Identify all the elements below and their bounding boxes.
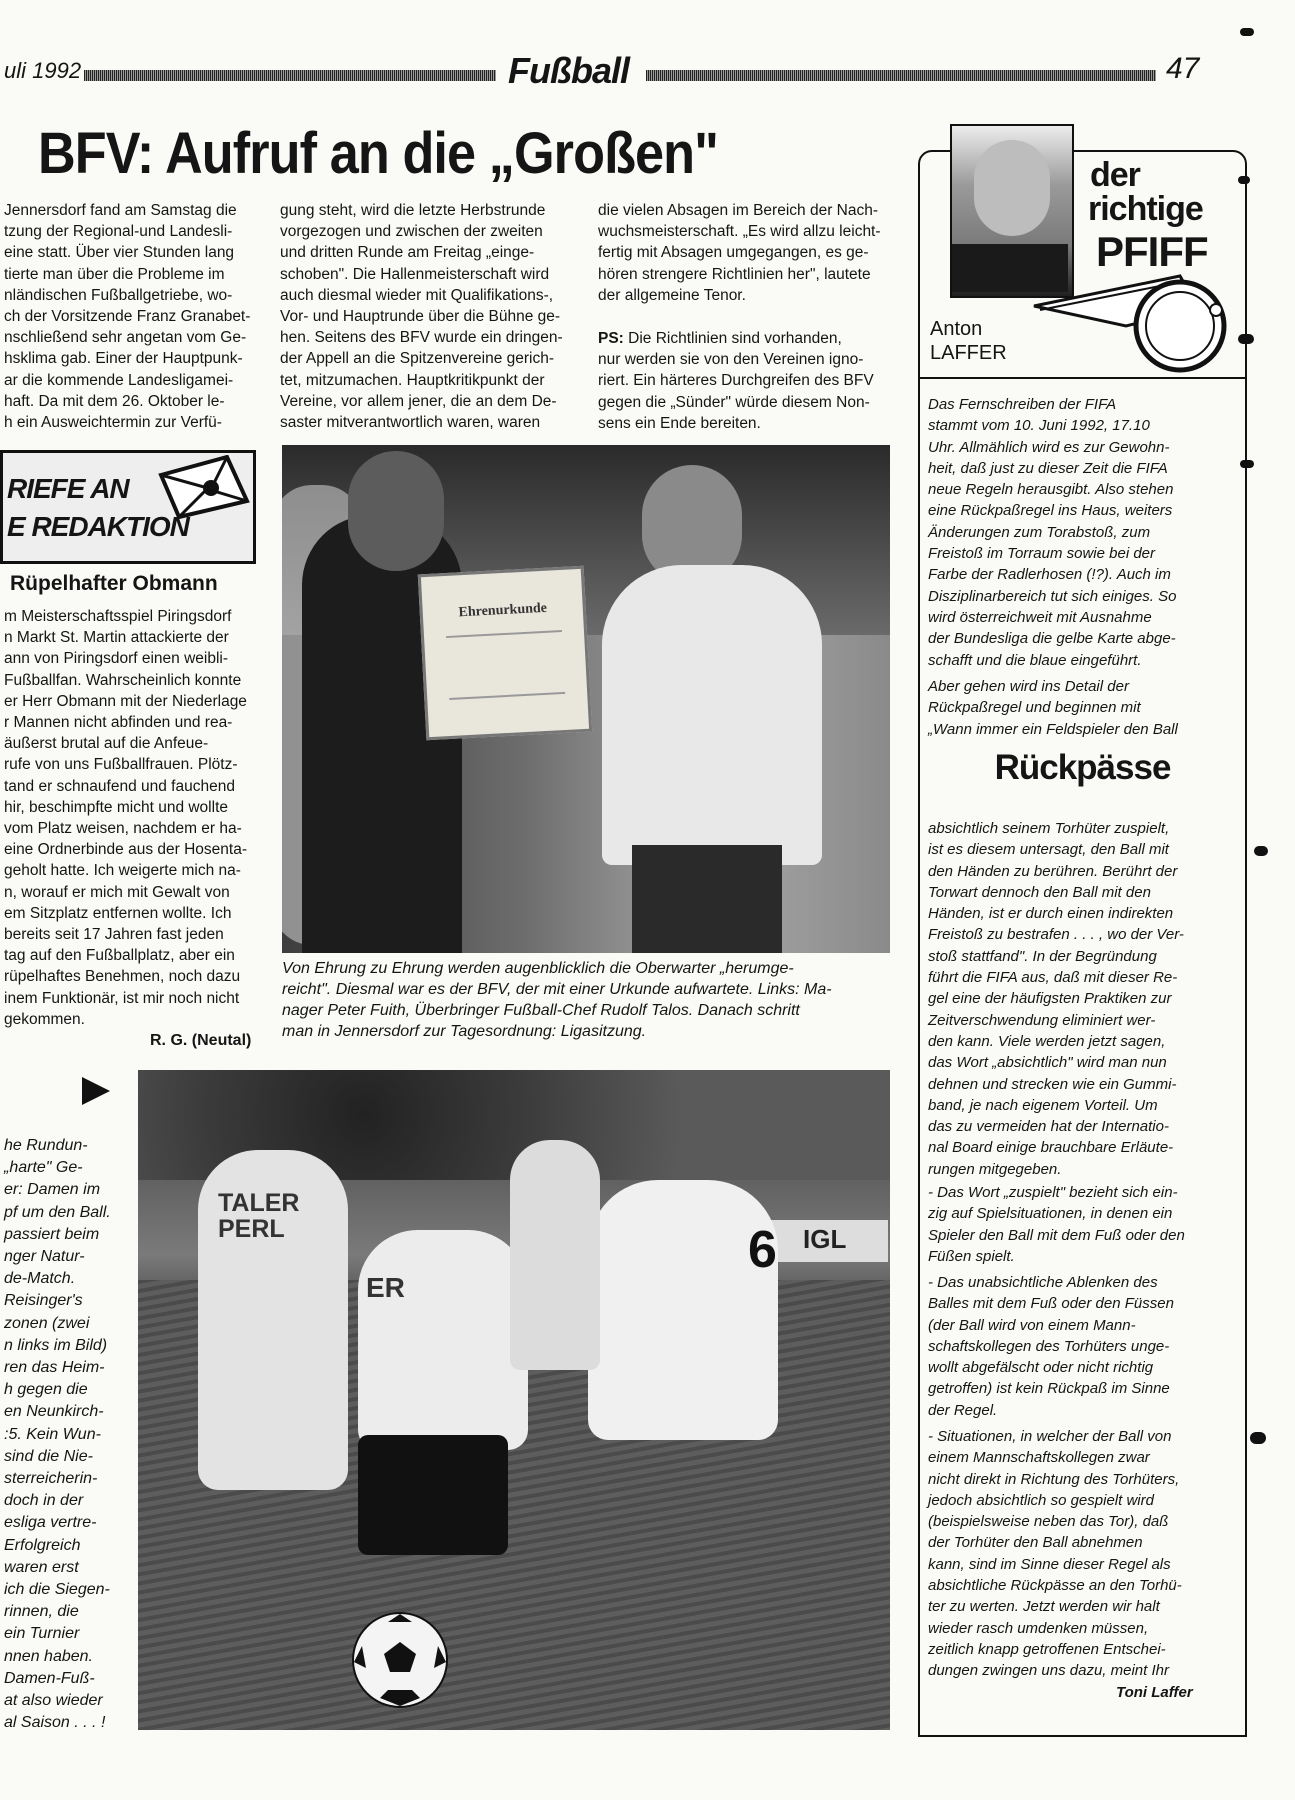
photo-award-ceremony: [282, 445, 890, 953]
column-header-box: [918, 150, 1247, 379]
column-signature: Toni Laffer: [1116, 1684, 1193, 1701]
letter-body: m Meisterschaftsspiel Piringsdorf n Markt St. Martin attackierte der ann von Piringsdorf einen weibli- Fußballfan. Wahrscheinlich konnte er Herr Obmann mit der Niederlage r Mannen nicht abfinden und rea- äußerst brutal auf die Anfeue- rufe von uns Fußballfrauen. Plötz- tand er schnaufend und fauchend hir, beschimpfte micht und wollte vom Platz weisen, nachdem er ha- eine Ordnerbinde aus der Hosenta- geholt hatte. Ich weigerte mich na- n, worauf er mich mit Gewalt von em Sitzplatz entfernen wollte. Ich bereits seit 17 Jahren fast jeden tag auf den Fußballplatz, aber ein rüpelhaftes Benehmen, noch dazu inem Funktionär, ist mir noch nicht gekommen.: [4, 608, 247, 1028]
shirt-text-center: ER: [366, 1272, 405, 1303]
margin-mark: [1254, 846, 1268, 856]
column-para-5: - Das unabsichtliche Ablenken des Balles mit dem Fuß oder den Füssen (der Ball wird von einem Mann- schaftskollegen des Torhüters unge- wollt abgefälscht oder nicht richtig getroffen) ist kein Rückpaß im Sinne der Regel.: [928, 1274, 1174, 1419]
section-title: Fußball: [508, 50, 629, 91]
column-subhead: Rückpässe: [994, 748, 1171, 787]
ps-label: PS:: [598, 330, 624, 347]
margin-mark: [1238, 334, 1254, 344]
header-rule-left: [84, 70, 496, 81]
article-column-3: die vielen Absagen im Bereich der Nach- wuchsmeisterschaft. „Es wird allzu leicht- fertig mit Absagen umgegangen, es ge- hören strengere Richtlinien her", lautete der allgemeine Tenor.: [598, 202, 881, 304]
column-title-pfiff: PFIFF: [1096, 228, 1208, 275]
header-rule-right: [646, 70, 1156, 81]
margin-mark: [1238, 176, 1250, 184]
article-column-2: gung steht, wird die letzte Herbstrunde vorgezogen und zwischen der zweiten und dritten Runde am Freitag „einge- schoben". Die Hallenmeisterschaft wird auch diesmal wieder mit Qualifikations-, Vor- und Hauptrunde über die Bühne ge- hen. Seitens des BFV wurde ein dringen- der Appell an die Spitzenvereine gerich- tet, mitzumachen. Hauptkritikpunkt der Vereine, vor allem jener, die an dem De- saster mitverantwortlich waren, waren: [280, 202, 563, 432]
margin-mark: [1240, 28, 1254, 36]
author-first-name: Anton: [930, 318, 983, 340]
banner-text: IGL: [803, 1224, 847, 1254]
letter-signature: R. G. (Neutal): [150, 1032, 252, 1049]
column-para-4: - Das Wort „zuspielt" bezieht sich ein- zig auf Spielsituationen, in denen ein Spieler den Ball mit dem Fuß oder den Füßen spielt.: [928, 1184, 1185, 1265]
shirt-text-left: TALER PERL: [218, 1189, 300, 1243]
photo-womens-football: [138, 1070, 890, 1730]
letters-to-editor-box: [0, 450, 256, 564]
triangle-arrow-icon: [80, 1075, 112, 1107]
letter-title: Rüpelhafter Obmann: [10, 572, 218, 595]
column-para-3: absichtlich seinem Torhüter zuspielt, ist es diesem untersagt, den Ball mit den Händen zu berühren. Berührt der Torwart dennoch den Ball mit den Händen, ist er durch einen indirekten Freistoß zu bestrafen . . . , wo der Ver- stoß stattfand". In der Begründung führt die FIFA aus, daß mit dieser Re- gel eine der häufigsten Praktiken zur Zeitverschwendung eliminiert wer- den kann. Viele werden jetzt sagen, das Wort „absichtlich" wird man nun dehnen und strecken wie ein Gummi- band, je nach eigenem Vorteil. Um das zu vermeiden hat der Internatio- nal Board einige brauchbare Erläute- rungen mitgegeben.: [928, 820, 1184, 1178]
letters-heading-line2: E REDAKTION: [7, 511, 189, 542]
column-para-2: Aber gehen wird ins Detail der Rückpaßregel und beginnen mit „Wann immer ein Feldspieler den Ball: [928, 678, 1178, 738]
letters-heading-line1: RIEFE AN: [7, 473, 129, 504]
football-icon: [350, 1610, 450, 1710]
author-last-name: LAFFER: [930, 342, 1007, 364]
article-ps: [598, 328, 890, 434]
main-headline: BFV: Aufruf an die „Großen": [38, 121, 719, 186]
margin-mark: [1250, 1432, 1266, 1444]
photo-award-caption: Von Ehrung zu Ehrung werden augenblicklich die Oberwarter „herumge- reicht". Diesmal war es der BFV, der mit einer Urkunde aufwartete. Links: Ma- nager Peter Fuith, Überbringer Fußball-Chef Rudolf Talos. Danach schritt man in Jennersdorf zur Tagesordnung: Ligasitzung.: [282, 960, 832, 1040]
column-title-der: der: [1090, 156, 1140, 194]
column-para-6: - Situationen, in welcher der Ball von einem Mannschaftskollegen zwar nicht direkt in Richtung des Torhüters, jedoch absichtlich so gespielt wird (beispielsweise neben das Tor), daß der Torhüter den Ball abnehmen kann, sind im Sinne dieser Regel als absichtliche Rückpässe an den Torhü- ter zu werten. Jetzt werden wir halt wieder rasch umdenken müssen, zeitlich knapp getroffenen Entschei- dungen zwingen uns dazu, meint Ihr: [928, 1428, 1182, 1680]
ps-text: Die Richtlinien sind vorhanden, nur werden sie von den Vereinen igno- riert. Ein härteres Durchgreifen des BFV gegen die „Sünder" würde diesem Non- sens ein Ende bereiten.: [598, 330, 874, 432]
column-para-1: Das Fernschreiben der FIFA stammt vom 10. Juni 1992, 17.10 Uhr. Allmählich wird es zur Gewohn- heit, daß just zu dieser Zeit die FIFA neue Regeln herausgibt. Also stehen eine Rückpaßregel ins Haus, weiters Änderungen zum Torabstoß, zum Freistoß im Torraum sowie bei der Farbe der Radlerhosen (!?). Auch im Disziplinarbereich tut sich einiges. So wird österreichweit mit Ausnahme der Bundesliga die gelbe Karte abge- schafft und die blaue eingeführt.: [928, 396, 1177, 669]
whistle-icon: [1030, 270, 1240, 374]
page-number: 47: [1166, 52, 1200, 85]
shirt-number: 6: [748, 1221, 777, 1279]
margin-mark: [1240, 460, 1254, 468]
article-column-1: Jennersdorf fand am Samstag die tzung der Regional-und Landesli- eine statt. Über vier Stunden lang tierte man über die Probleme im nländischen Fußballgetriebe, wo- ch der Vorsitzende Franz Granabet- nschließend sehr angetan vom Ge- hsklima gab. Einer der Hauptpunk- ar die kommende Landesligamei- haft. Da mit dem 26. Oktober le- h ein Ausweichtermin zur Verfü-: [4, 202, 251, 432]
certificate-title: Ehrenurkunde: [458, 600, 548, 621]
issue-date: uli 1992: [4, 58, 82, 83]
certificate: [418, 566, 592, 740]
left-side-story: he Rundun- „harte" Ge- er: Damen im pf um den Ball. passiert beim nger Natur- de-Match. Reisinger's zonen (zwei n links im Bild) ren das Heim- h gegen die en Neunkirch- :5. Kein Wun- sind die Nie- sterreicherin- doch in der esliga vertre- Erfolgreich waren erst ich die Siegen- rinnen, die ein Turnier nnen haben. Damen-Fuß- at also wieder al Saison . . . !: [4, 1137, 111, 1732]
column-title-richtige: richtige: [1088, 190, 1203, 228]
